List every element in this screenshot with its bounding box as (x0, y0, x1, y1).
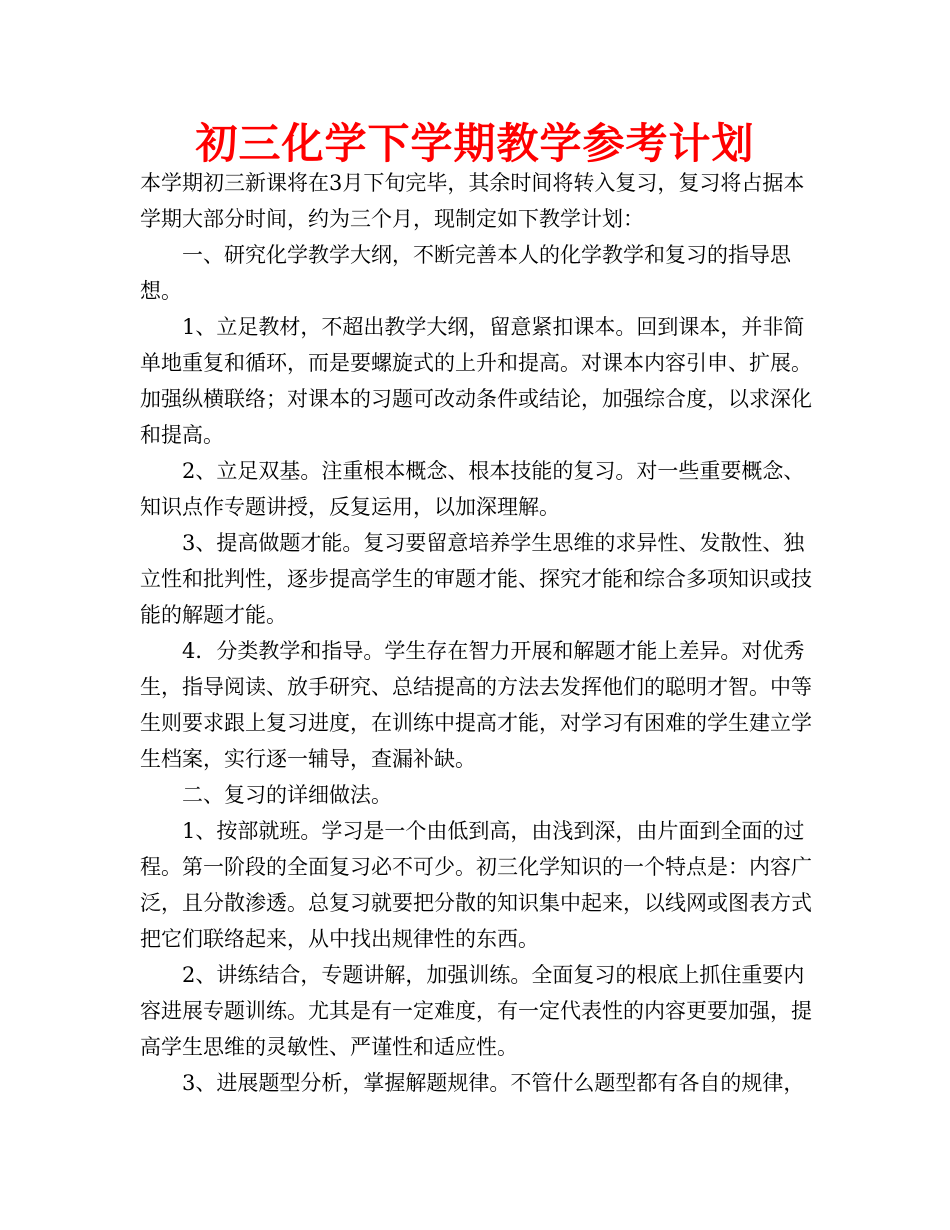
paragraph: 1、立足教材，不超出教学大纲，留意紧扣课本。回到课本，并非简单地重复和循环，而是要螺旋式的上升和提高。对课本内容引申、扩展。加强纵横联络；对课本的习题可改动条件或结论，加强综合度，以求深化和提高。 (140, 315, 812, 447)
paragraph: 3、进展题型分析，掌握解题规律。不管什么题型都有各自的规律， (182, 1071, 805, 1095)
paragraph: 本学期初三新课将在3月下旬完毕，其余时间将转入复习，复习将占据本学期大部分时间，约为三个月，现制定如下教学计划： (140, 171, 805, 231)
paragraph: 一、研究化学教学大纲，不断完善本人的化学教学和复习的指导思想。 (140, 243, 791, 303)
document-body (140, 165, 820, 1101)
paragraph: 2、讲练结合，专题讲解，加强训练。全面复习的根底上抓住重要内容进展专题训练。尤其是有一定难度，有一定代表性的内容更要加强，提高学生思维的灵敏性、严谨性和适应性。 (140, 963, 812, 1059)
paragraph: 2、立足双基。注重根本概念、根本技能的复习。对一些重要概念、知识点作专题讲授，反复运用，以加深理解。 (140, 459, 805, 519)
document-title: 初三化学下学期教学参考计划 (195, 119, 755, 168)
paragraph: 1、按部就班。学习是一个由低到高，由浅到深，由片面到全面的过程。第一阶段的全面复习必不可少。初三化学知识的一个特点是：内容广泛，且分散渗透。总复习就要把分散的知识集中起来，以线网或图表方式把它们联络起来，从中找出规律性的东西。 (140, 819, 812, 951)
paragraph: 3、提高做题才能。复习要留意培养学生思维的求异性、发散性、独立性和批判性，逐步提高学生的审题才能、探究才能和综合多项知识或技能的解题才能。 (140, 531, 812, 627)
paragraph: 4．分类教学和指导。学生存在智力开展和解题才能上差异。对优秀生，指导阅读、放手研究、总结提高的方法去发挥他们的聪明才智。中等生则要求跟上复习进度，在训练中提高才能，对学习有困难的学生建立学生档案，实行逐一辅导，查漏补缺。 (140, 639, 812, 771)
paragraph: 二、复习的详细做法。 (182, 783, 392, 807)
